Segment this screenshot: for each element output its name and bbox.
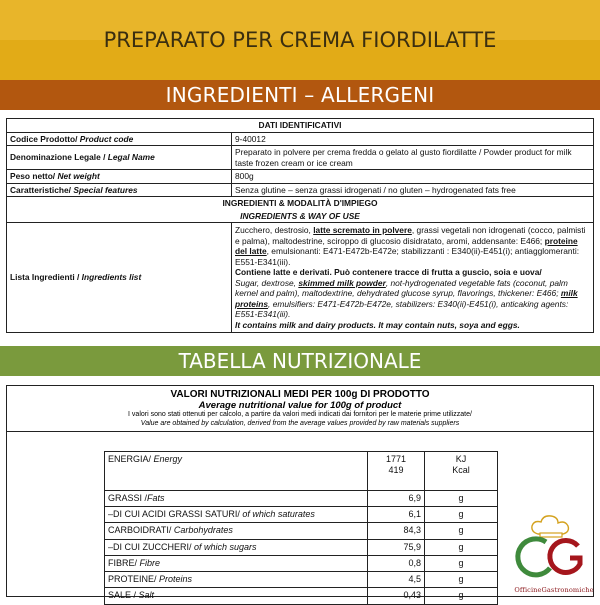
chef-hat-monogram-icon (508, 508, 600, 588)
nutrient-unit: g (425, 490, 498, 506)
nutrient-unit: g (425, 555, 498, 571)
energy-label: ENERGIA/ Energy (105, 452, 368, 491)
nutrient-unit: g (425, 588, 498, 604)
nutrient-value: 6,9 (368, 490, 425, 506)
nutrient-label: FIBRE/ Fibre (105, 555, 368, 571)
table-row (7, 223, 594, 333)
identification-title: DATI IDENTIFICATIVI (7, 119, 594, 133)
nutrient-value: 4,5 (368, 572, 425, 588)
table-row (105, 507, 498, 523)
nutrient-value: 0,43 (368, 588, 425, 604)
nutrition-table-wrap (104, 451, 498, 605)
table-row (7, 146, 594, 170)
nutrient-value: 75,9 (368, 539, 425, 555)
nutrition-note-it: I valori sono stati ottenuti per calcolo, a partire da valori medi indicati dai fornitori per le materie prime utilizzate/ (128, 411, 472, 418)
nutrition-table (104, 451, 498, 605)
product-title: PREPARATO PER CREMA FIORDILATTE (103, 28, 497, 52)
row-value: 9-40012 (232, 132, 594, 146)
nutrition-note-en: Value are obtained by calculation, derived from the average values provided by raw materials suppliers (7, 420, 593, 432)
ingredients-section-subtitle: INGREDIENTS & WAY OF USE (7, 210, 594, 223)
nutrient-label: SALE / Salt (105, 588, 368, 604)
ingredients-band (0, 80, 600, 110)
row-value: Preparato in polvere per crema fredda o gelato al gusto fiordilatte / Powder product for milk taste frozen cream or ice cream (232, 146, 594, 170)
nutrition-band-title: TABELLA NUTRIZIONALE (178, 349, 422, 373)
nutrient-unit: g (425, 539, 498, 555)
table-row (105, 452, 498, 491)
table-row (105, 490, 498, 506)
product-title-band (0, 0, 600, 80)
row-label: Codice Prodotto/ Product code (7, 132, 232, 146)
nutrient-unit: g (425, 523, 498, 539)
ingredients-band-title: INGREDIENTI – ALLERGENI (165, 83, 435, 107)
nutrient-label: GRASSI /Fats (105, 490, 368, 506)
nutrition-band (0, 346, 600, 376)
nutrition-sheet (6, 385, 594, 601)
nutrient-label: CARBOIDRATI/ Carbohydrates (105, 523, 368, 539)
ingredients-section-title: INGREDIENTI & MODALITÀ D'IMPIEGO (7, 197, 594, 210)
row-label: Denominazione Legale / Legal Name (7, 146, 232, 170)
row-value: 800g (232, 170, 594, 184)
brand-logo (508, 508, 600, 598)
nutrient-unit: g (425, 507, 498, 523)
nutrient-unit: g (425, 572, 498, 588)
ingredients-text: Zucchero, destrosio, latte scremato in polvere, grassi vegetali non idrogenati (cocco, palmisti e palma), maltodestrine, sciroppo di glucosio disidratato, aromi, addensante: E466; proteine del latte, emulsionanti: E471-E472b-E472e; stabilizzanti : E340(ii)-E451(i); antiagglomeranti: E551-E341(iii). Contiene latte e derivati. Può contenere tracce di frutta a guscio, soia e uova/ Sugar, dextrose, skimmed milk powder, not-hydrogenated vegetable fats (coconut, palm kernel and palm), maltodextrine, dehydrated glucose syrup, flavorings, thickener: E466; milk proteins, emulsifiers: E471-E472b-E472e, stabilizers: E340(ii)-E451(i), anticaking agents: E551-E341(iii). It contains milk and dairy products. It may contain nuts, soya and eggs. (232, 223, 594, 333)
table-row (105, 523, 498, 539)
table-row (7, 183, 594, 197)
nutrient-value: 0,8 (368, 555, 425, 571)
nutrient-value: 6,1 (368, 507, 425, 523)
nutrient-value: 84,3 (368, 523, 425, 539)
row-label: Peso netto/ Net weight (7, 170, 232, 184)
identification-table (6, 118, 594, 333)
brand-name: OfficineGastronomiche (514, 586, 594, 594)
nutrient-label: –DI CUI ZUCCHERI/ of which sugars (105, 539, 368, 555)
identification-sheet (6, 118, 594, 333)
ingredients-label: Lista Ingredienti / Ingredients list (7, 223, 232, 333)
nutrient-label: PROTEINE/ Proteins (105, 572, 368, 588)
row-value: Senza glutine – senza grassi idrogenati / no gluten – hydrogenated fats free (232, 183, 594, 197)
energy-values: 1771 419 (368, 452, 425, 491)
energy-units: KJ Kcal (425, 452, 498, 491)
table-row (7, 170, 594, 184)
nutrient-label: –DI CUI ACIDI GRASSI SATURI/ of which saturates (105, 507, 368, 523)
table-row (7, 132, 594, 146)
table-row (105, 572, 498, 588)
table-row (105, 588, 498, 604)
table-row (105, 555, 498, 571)
nutrition-title: VALORI NUTRIZIONALI MEDI PER 100g DI PRODOTTO (170, 389, 430, 400)
nutrition-subtitle: Average nutritional value for 100g of product (198, 400, 402, 411)
table-row (105, 539, 498, 555)
row-label: Caratteristiche/ Special features (7, 183, 232, 197)
